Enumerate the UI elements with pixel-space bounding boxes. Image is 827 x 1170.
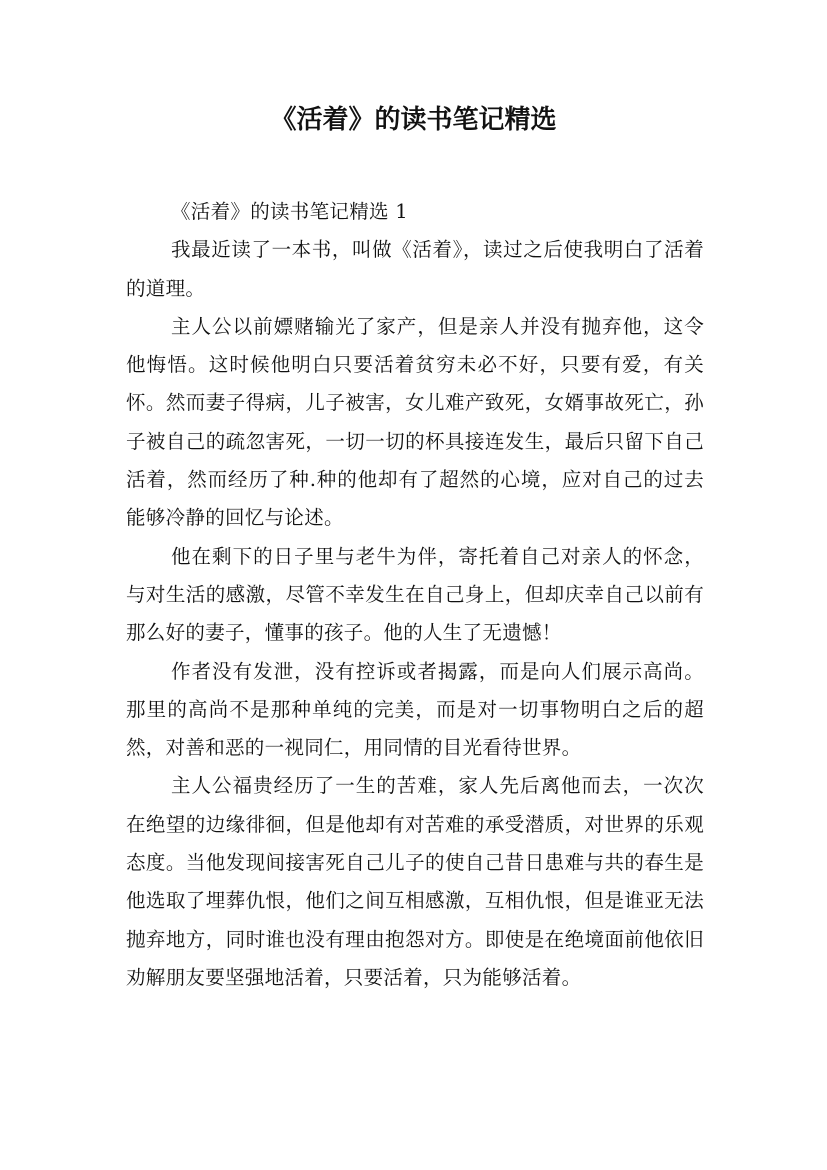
paragraph-5: 主人公福贵经历了一生的苦难，家人先后离他而去，一次次在绝望的边缘徘徊，但是他却有对苦难的承受潜质，对世界的乐观态度。当他发现间接害死自己儿子的使自己昔日患难与共的春生是他选取了埋葬仇恨，他们之间互相感激，互相仇恨，但是谁亚无法抛弃地方，同时谁也没有理由抱怨对方。即使是在绝境面前他依旧劝解朋友要坚强地活着，只要活着，只为能够活着。 xyxy=(126,774,704,989)
paragraph-3: 他在剩下的日子里与老牛为伴，寄托着自己对亲人的怀念，与对生活的感激，尽管不幸发生在自己身上，但却庆幸自己以前有那么好的妻子，懂事的孩子。他的人生了无遗憾！ xyxy=(126,544,704,645)
document-title: 《活着》的读书笔记精选 xyxy=(270,105,557,135)
section-title: 《活着》的读书笔记精选 1 xyxy=(171,200,409,223)
paragraph-2: 主人公以前嫖赌输光了家产，但是亲人并没有抛弃他，这令他悔悟。这时候他明白只要活着贫穷未必不好，只要有爱，有关怀。然而妻子得病，儿子被害，女儿难产致死，女婿事故死亡，孙子被自己的疏忽害死，一切一切的杯具接连发生，最后只留下自己活着，然而经历了种.种的他却有了超然的心境，应对自己的过去能够冷静的回忆与论述。 xyxy=(126,314,704,530)
paragraph-4: 作者没有发泄，没有控诉或者揭露，而是向人们展示高尚。那里的高尚不是那种单纯的完美，而是对一切事物明白之后的超然，对善和恶的一视同仁，用同情的目光看待世界。 xyxy=(126,659,704,760)
document-body xyxy=(126,193,704,997)
paragraph-1: 我最近读了一本书，叫做《活着》，读过之后使我明白了活着的道理。 xyxy=(126,238,704,300)
